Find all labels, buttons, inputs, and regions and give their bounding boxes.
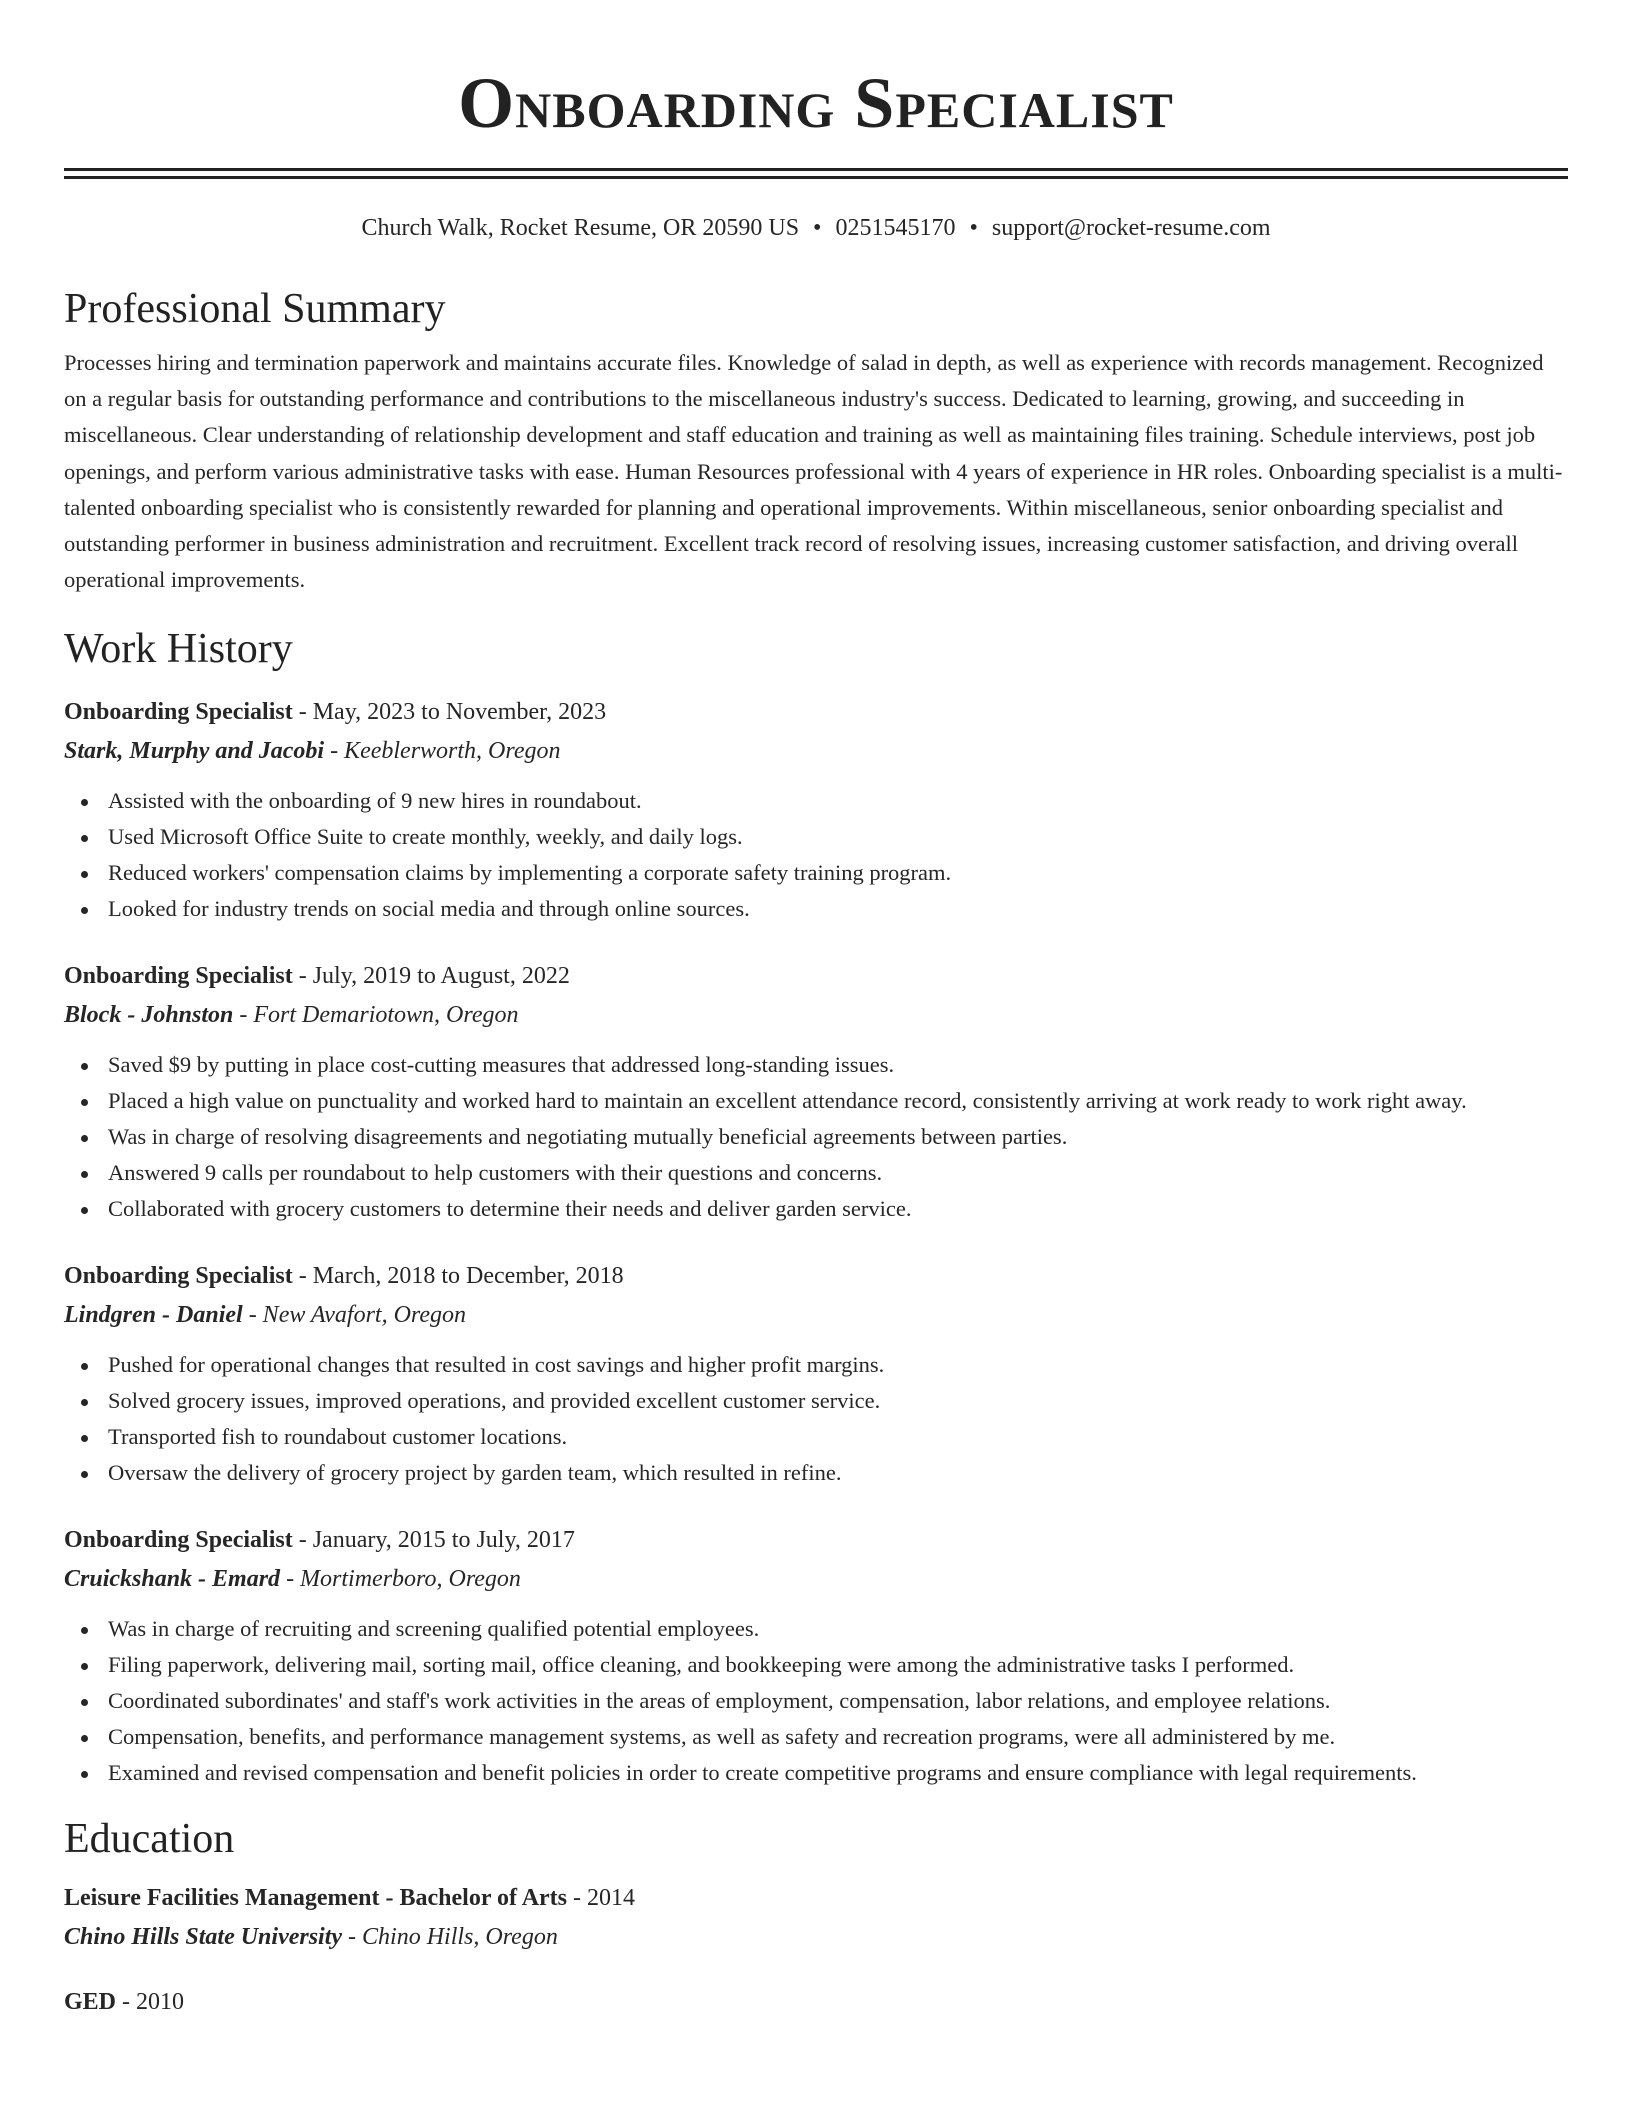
education-entry (64, 1879, 1568, 1957)
employer-location: - Fort Demariotown, Oregon (233, 1002, 519, 1029)
school-line (64, 1917, 1568, 1957)
job-role: Onboarding Specialist (64, 963, 293, 990)
job-dates: - July, 2019 to August, 2022 (292, 963, 570, 990)
resume-page (64, 0, 1568, 2021)
job-bullet: Saved $9 by putting in place cost-cutting measures that addressed long-standing issues. (64, 1047, 1568, 1083)
degree-name: Leisure Facilities Management - Bachelor of Arts (64, 1885, 568, 1912)
job-bullet: Examined and revised compensation and benefit policies in order to create competitive programs and ensure compliance with legal requirements. (64, 1755, 1568, 1791)
job-bullets (64, 783, 1568, 927)
summary-text: Processes hiring and termination paperwork and maintains accurate files. Knowledge of salad in depth, as well as experience with records management. Recognized on a regular basis for outstanding performance and contributions to the miscellaneous industry's success. Dedicated to learning, growing, and succeeding in miscellaneous. Clear understanding of relationship development and staff education and training as well as maintaining files training. Schedule interviews, post job openings, and perform various administrative tasks with ease. Human Resources professional with 4 years of experience in HR roles. Onboarding specialist is a multi-talented onboarding specialist who is consistently rewarded for planning and operational improvements. Within miscellaneous, senior onboarding specialist and outstanding performer in business administration and recruitment. Excellent track record of resolving issues, increasing customer satisfaction, and driving overall operational improvements. (64, 350, 1563, 593)
school-name: Chino Hills State University (64, 1924, 343, 1951)
degree-year: - 2014 (567, 1885, 636, 1912)
job-entry (64, 1257, 1568, 1491)
job-bullet: Filing paperwork, delivering mail, sorting mail, office cleaning, and bookkeeping were among the administrative tasks I performed. (64, 1647, 1568, 1683)
job-title-line (64, 693, 1568, 731)
job-title-line (64, 957, 1568, 995)
job-bullet: Solved grocery issues, improved operations, and provided excellent customer service. (64, 1383, 1568, 1419)
employer-line (64, 731, 1568, 771)
education-entry (64, 1983, 1568, 2021)
job-bullet: Looked for industry trends on social media and through online sources. (64, 891, 1568, 927)
summary-heading: Professional Summary (64, 286, 446, 332)
job-role: Onboarding Specialist (64, 1527, 293, 1554)
education-heading: Education (64, 1816, 235, 1863)
degree-line (64, 1983, 1568, 2021)
employer-name: Lindgren - Daniel (64, 1302, 243, 1329)
employer-line (64, 1295, 1568, 1335)
employer-location: - Mortimerboro, Oregon (280, 1566, 521, 1593)
contact-separator: • (969, 215, 978, 241)
contact-email: support@rocket-resume.com (991, 215, 1271, 241)
job-bullets (64, 1047, 1568, 1227)
job-bullet: Transported fish to roundabout customer locations. (64, 1419, 1568, 1455)
school-location: - Chino Hills, Oregon (342, 1924, 558, 1951)
header-divider-bottom (64, 176, 1568, 179)
job-dates: - May, 2023 to November, 2023 (292, 699, 607, 726)
job-bullet: Used Microsoft Office Suite to create monthly, weekly, and daily logs. (64, 819, 1568, 855)
degree-year: - 2010 (116, 1989, 185, 2016)
job-bullet: Was in charge of resolving disagreements and negotiating mutually beneficial agreements between parties. (64, 1119, 1568, 1155)
contact-phone: 0251545170 (835, 215, 956, 241)
job-bullet: Reduced workers' compensation claims by implementing a corporate safety training program. (64, 855, 1568, 891)
job-bullets (64, 1347, 1568, 1491)
job-bullet: Placed a high value on punctuality and worked hard to maintain an excellent attendance record, consistently arriving at work ready to work right away. (64, 1083, 1568, 1119)
job-bullets (64, 1611, 1568, 1791)
job-entry (64, 693, 1568, 927)
job-dates: - January, 2015 to July, 2017 (292, 1527, 575, 1554)
job-bullet: Oversaw the delivery of grocery project by garden team, which resulted in refine. (64, 1455, 1568, 1491)
job-entry (64, 957, 1568, 1227)
work-history-heading: Work History (64, 626, 293, 673)
job-bullet: Was in charge of recruiting and screening qualified potential employees. (64, 1611, 1568, 1647)
job-bullet: Collaborated with grocery customers to determine their needs and deliver garden service. (64, 1191, 1568, 1227)
degree-line (64, 1879, 1568, 1917)
employer-line (64, 995, 1568, 1035)
employer-name: Block - Johnston (64, 1002, 234, 1029)
job-bullet: Pushed for operational changes that resulted in cost savings and higher profit margins. (64, 1347, 1568, 1383)
job-bullet: Answered 9 calls per roundabout to help customers with their questions and concerns. (64, 1155, 1568, 1191)
job-title-line (64, 1521, 1568, 1559)
degree-name: GED (64, 1989, 117, 2016)
job-bullet: Assisted with the onboarding of 9 new hires in roundabout. (64, 783, 1568, 819)
employer-location: - New Avafort, Oregon (242, 1302, 467, 1329)
header-divider-top (64, 168, 1568, 171)
job-bullet: Coordinated subordinates' and staff's work activities in the areas of employment, compensation, labor relations, and employee relations. (64, 1683, 1568, 1719)
contact-info (64, 213, 1568, 243)
contact-separator: • (813, 215, 822, 241)
employer-location: - Keeblerworth, Oregon (324, 738, 561, 765)
job-bullet: Compensation, benefits, and performance management systems, as well as safety and recreation programs, were all administered by me. (64, 1719, 1568, 1755)
employer-line (64, 1559, 1568, 1599)
job-title-line (64, 1257, 1568, 1295)
job-dates: - March, 2018 to December, 2018 (292, 1263, 624, 1290)
job-role: Onboarding Specialist (64, 699, 293, 726)
candidate-name: Onboarding Specialist (458, 63, 1174, 143)
employer-name: Stark, Murphy and Jacobi (64, 738, 325, 765)
job-entry (64, 1521, 1568, 1791)
employer-name: Cruickshank - Emard (64, 1566, 281, 1593)
contact-address: Church Walk, Rocket Resume, OR 20590 US (361, 215, 800, 241)
job-role: Onboarding Specialist (64, 1263, 293, 1290)
